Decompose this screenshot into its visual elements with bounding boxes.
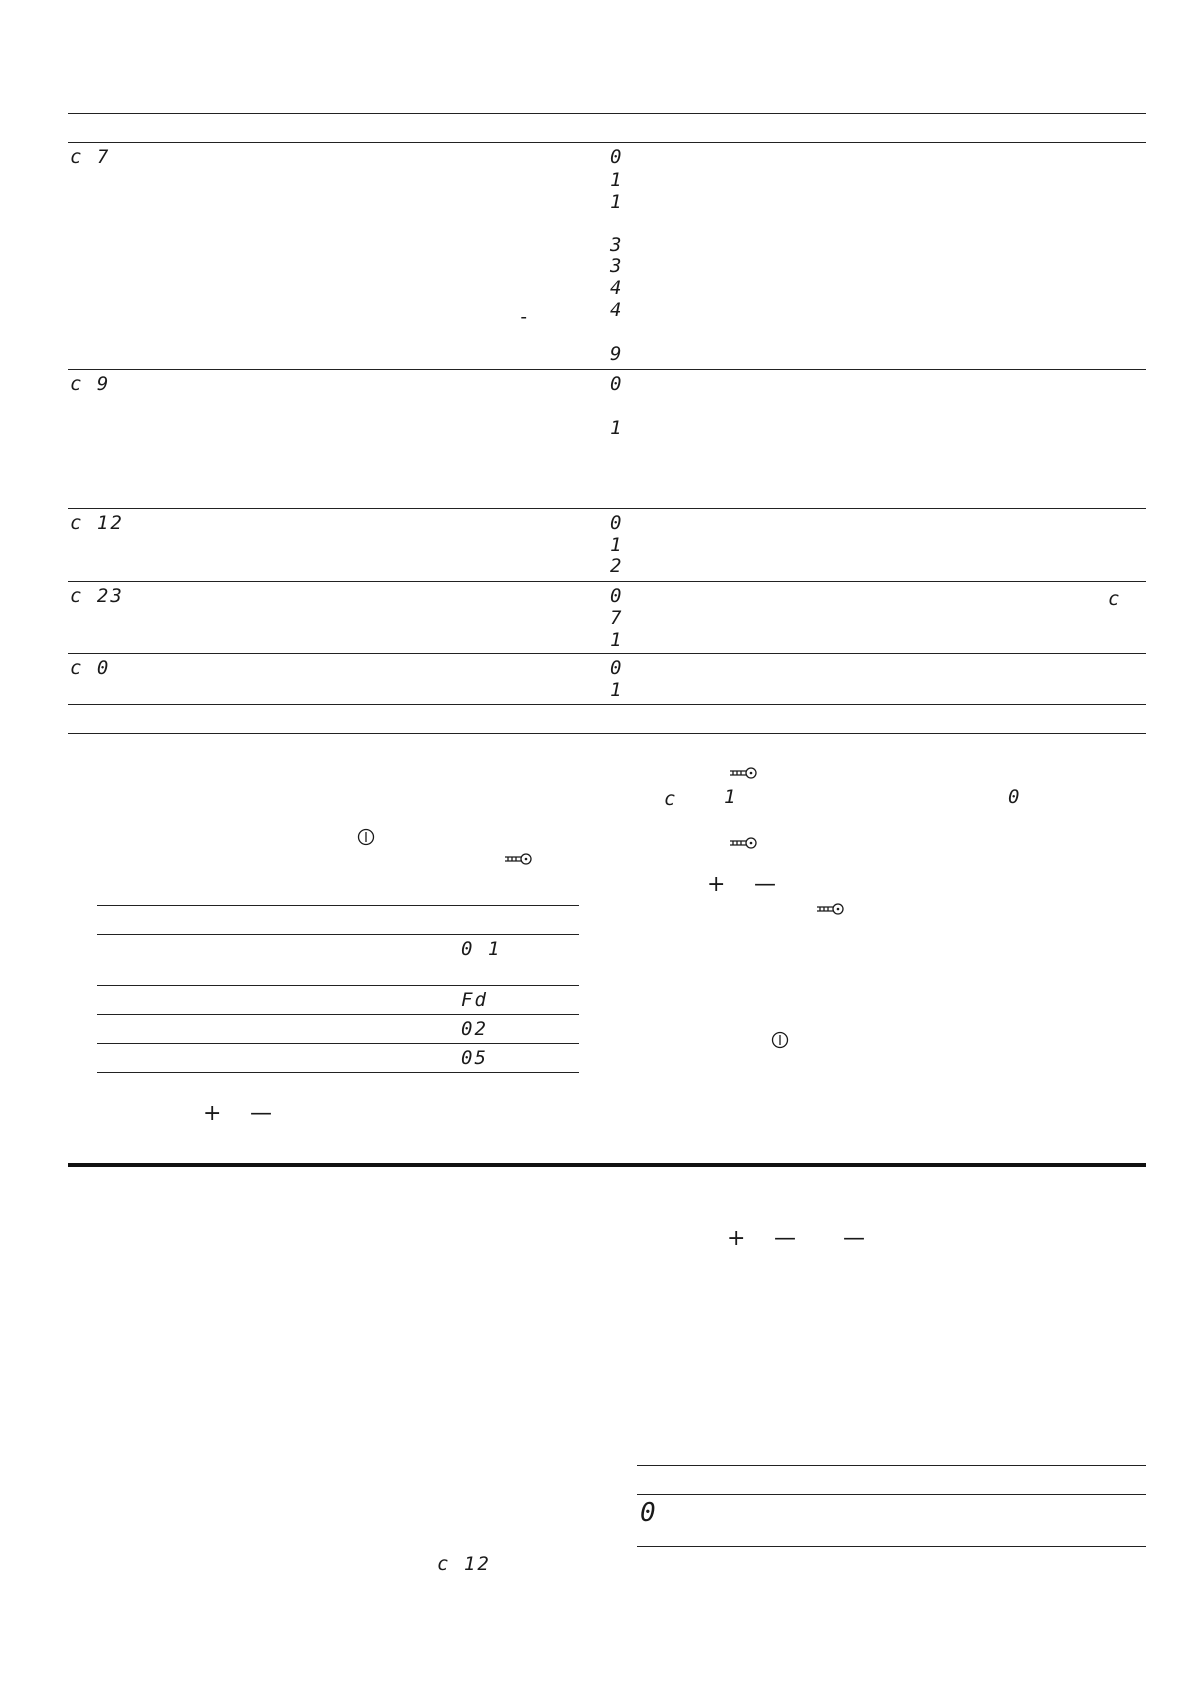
section-divider [68,1163,1146,1167]
setting-value: 4 [610,299,624,321]
setting-code: c 0 [70,657,111,679]
setting-value: 4 [610,277,624,299]
display-value: 02 [461,1018,488,1040]
display-value: Fd [461,989,488,1011]
value-zero-label: 0 [1008,786,1022,808]
setting-code: c 12 [437,1553,491,1575]
key-icon [815,902,845,916]
table-header-rule [637,1494,1146,1495]
range-dash: - [518,306,532,328]
code-c-label: c [664,788,678,810]
power-icon [771,1031,789,1049]
setting-value: 1 [610,417,624,439]
setting-value: 2 [610,555,624,577]
minus-icon: — [774,1226,796,1251]
setting-value: 1 [610,191,624,213]
key-icon [728,766,758,780]
table-value: 0 [640,1498,658,1528]
setting-value: 1 [610,169,624,191]
value-one-label: 1 [724,786,738,808]
row-rule [97,1014,579,1015]
row-rule [97,985,579,986]
setting-value: 0 [610,146,624,168]
minus-icon: — [250,1101,272,1126]
setting-value: 1 [610,534,624,556]
key-icon [728,836,758,850]
row-rule [68,653,1146,654]
row-rule [68,508,1146,509]
setting-value: 0 [610,512,624,534]
table-top-rule [637,1465,1146,1466]
row-rule [68,704,1146,705]
setting-value: 1 [610,679,624,701]
setting-value: 3 [610,234,624,256]
setting-value: 9 [610,343,624,365]
setting-value: 3 [610,255,624,277]
table-top-rule [68,113,1146,114]
table-bottom-rule [637,1546,1146,1547]
setting-code: c 12 [70,512,124,534]
setting-value: 0 [610,657,624,679]
table-header-rule [97,934,579,935]
row-rule [68,369,1146,370]
minus-icon: — [754,872,776,897]
setting-value: 0 [610,585,624,607]
setting-value: 7 [610,607,624,629]
plus-icon: + [203,1101,222,1126]
setting-code: c 23 [70,585,124,607]
table-header-rule [68,142,1146,143]
setting-code: c 7 [70,146,111,168]
setting-value: 0 [610,373,624,395]
table-bottom-rule [68,733,1146,734]
power-icon [357,828,375,846]
table-top-rule [97,905,579,906]
table-bottom-rule [97,1072,579,1073]
minus-icon: — [843,1226,865,1251]
row-rule [97,1043,579,1044]
setting-value: 1 [610,629,624,651]
plus-icon: + [727,1226,746,1251]
row-rule [68,581,1146,582]
display-value: 05 [461,1047,488,1069]
plus-icon: + [707,872,726,897]
setting-code: c 9 [70,373,111,395]
key-icon [503,852,533,866]
display-value: 0 1 [461,938,502,960]
setting-note: c [1108,588,1122,610]
